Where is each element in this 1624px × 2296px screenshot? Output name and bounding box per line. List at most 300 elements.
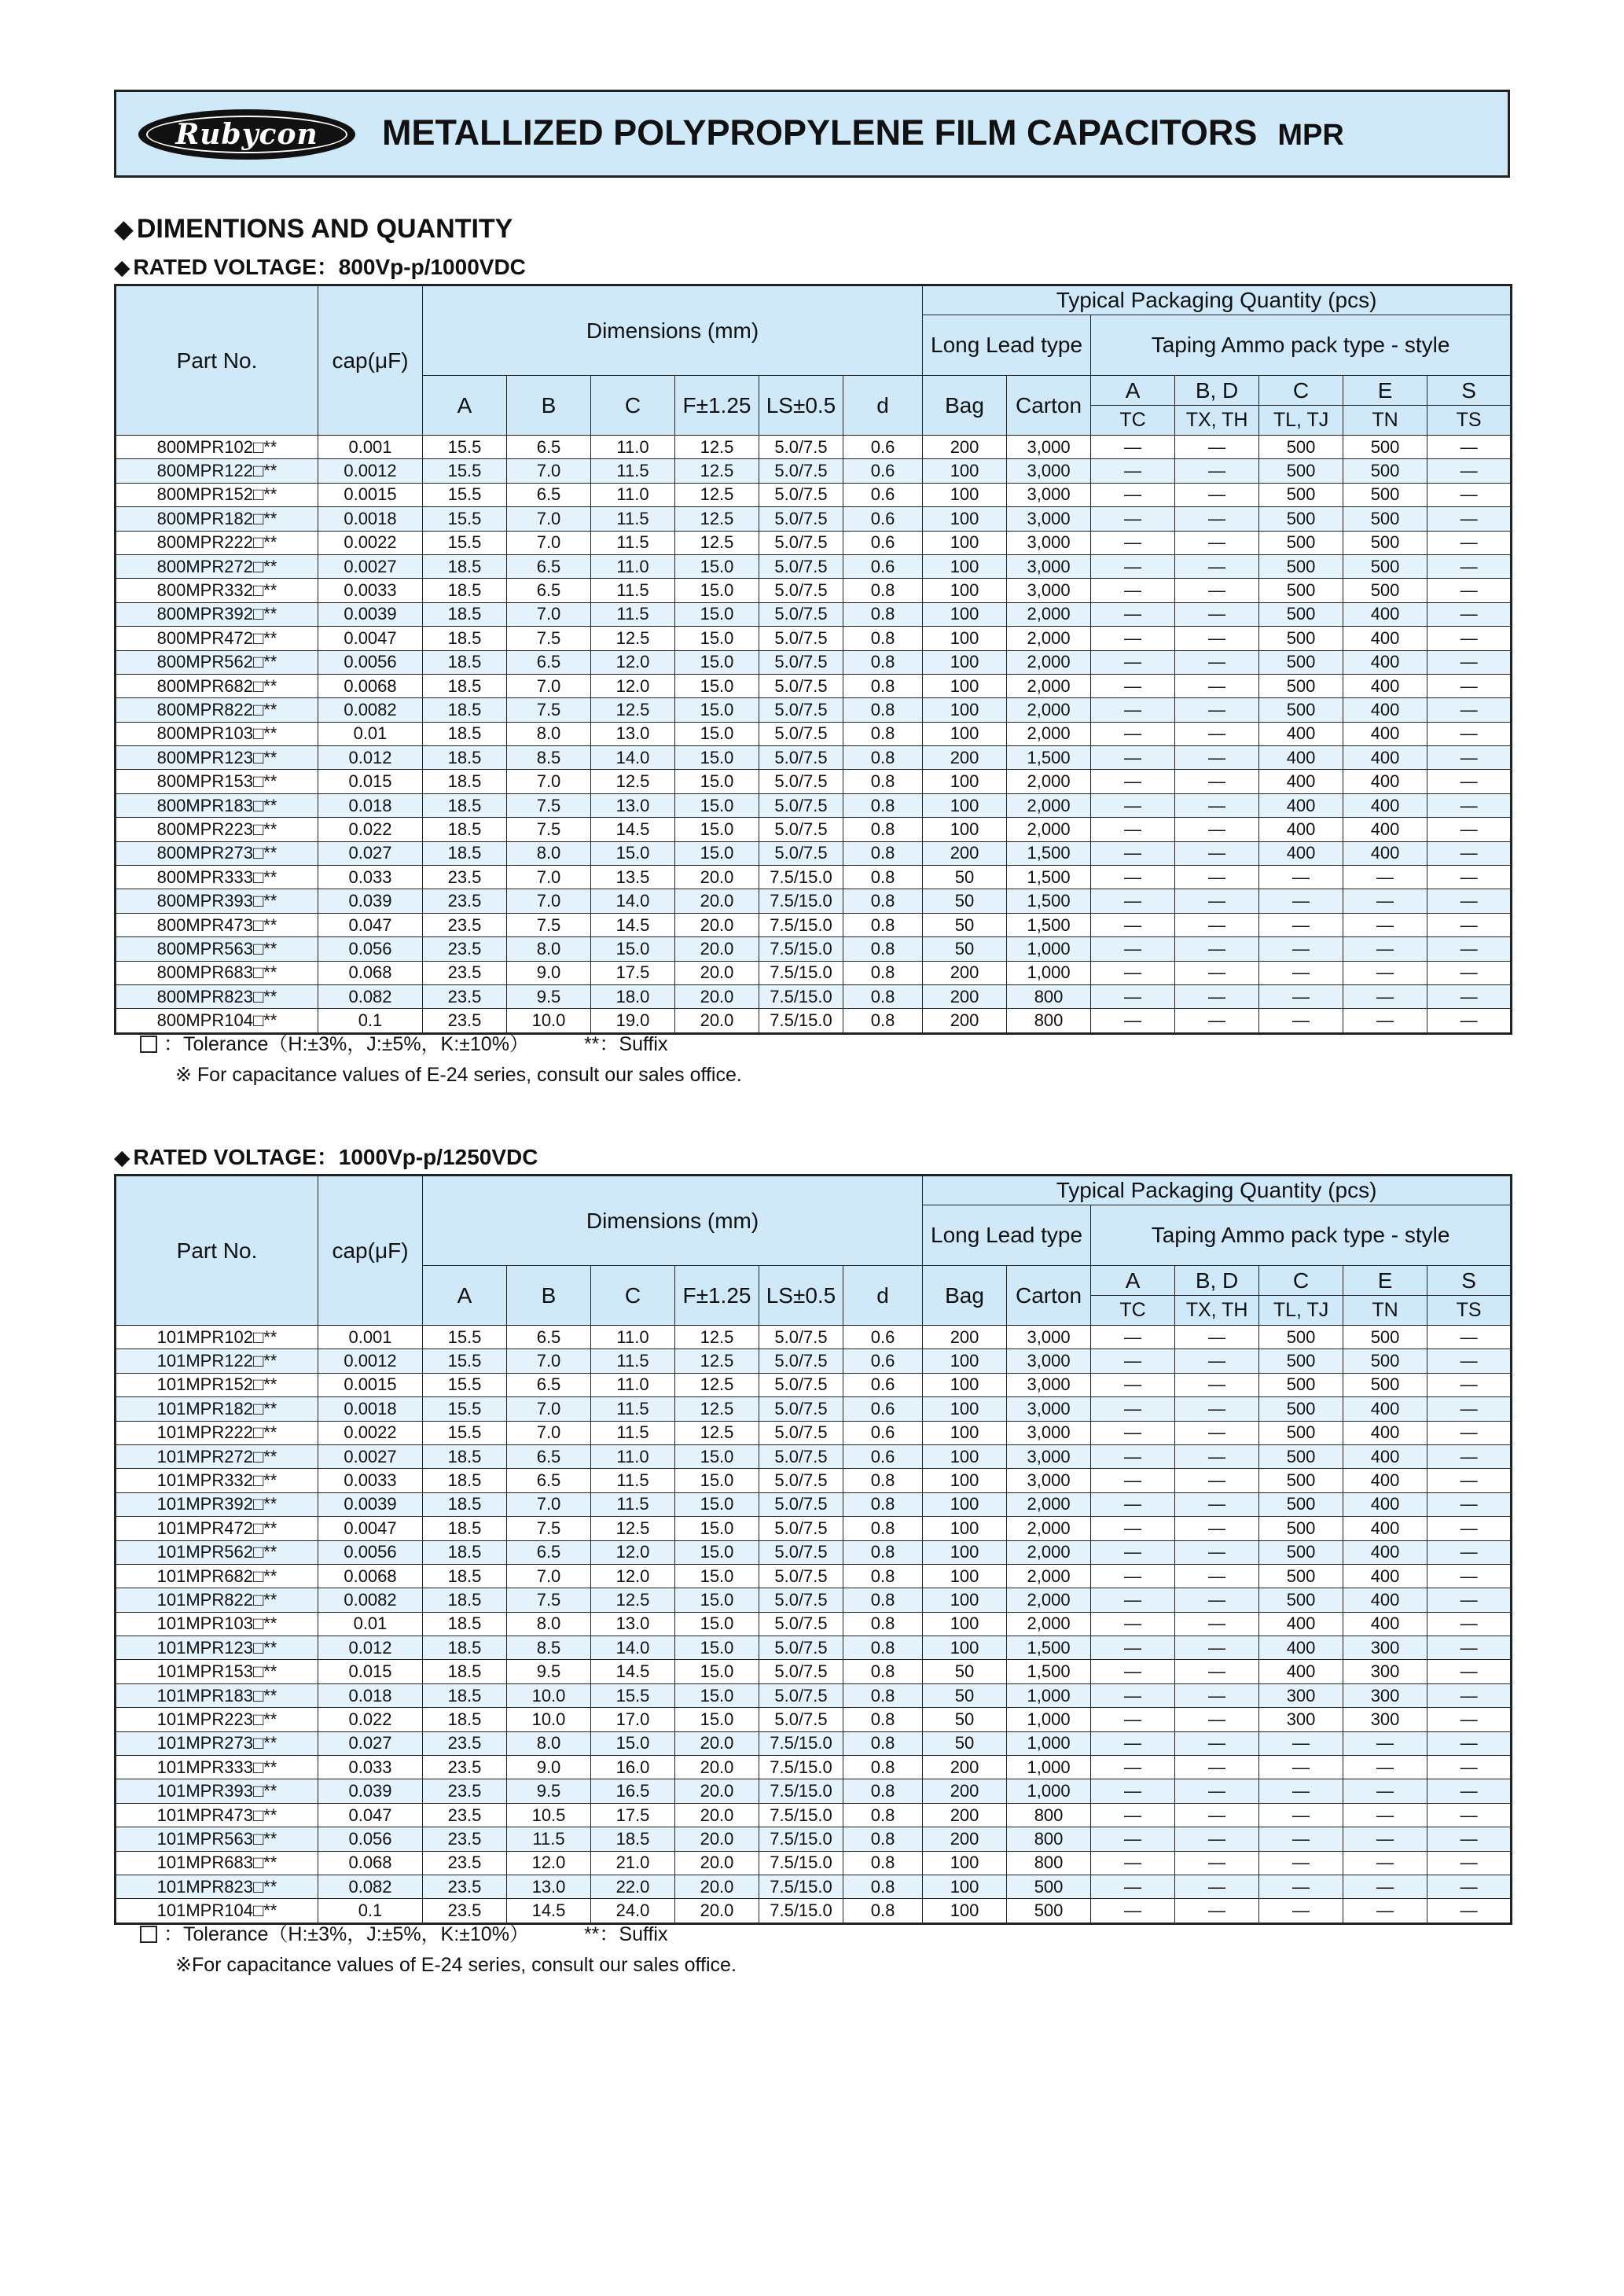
table-cell: 3,000 bbox=[1007, 1469, 1091, 1492]
table-cell: 400 bbox=[1343, 1564, 1427, 1588]
table-cell: 0.015 bbox=[318, 770, 423, 793]
table-row bbox=[116, 1564, 1512, 1588]
table-cell: — bbox=[1091, 1373, 1175, 1396]
table-cell: 0.8 bbox=[843, 722, 923, 745]
table-cell: — bbox=[1091, 459, 1175, 483]
table-cell: 6.5 bbox=[507, 650, 591, 674]
table-cell: 400 bbox=[1343, 770, 1427, 793]
table-cell: 5.0/7.5 bbox=[759, 554, 843, 578]
table-cell: 11.0 bbox=[591, 483, 675, 506]
table-cell: — bbox=[1091, 722, 1175, 745]
table-cell: 9.5 bbox=[507, 984, 591, 1008]
table-cell: 1,500 bbox=[1007, 913, 1091, 936]
table-cell: 400 bbox=[1259, 770, 1343, 793]
series-code: MPR bbox=[1277, 119, 1344, 152]
col-header-long-lead: Long Lead type bbox=[923, 315, 1091, 376]
table-row bbox=[116, 1326, 1512, 1349]
col-header-style-s: S bbox=[1427, 376, 1512, 406]
table-cell: 101MPR392□** bbox=[116, 1492, 318, 1516]
col-header-style-tltj: TL, TJ bbox=[1259, 1296, 1343, 1326]
table-cell: 5.0/7.5 bbox=[759, 841, 843, 865]
table-cell: 0.8 bbox=[843, 1469, 923, 1492]
table-cell: 1,500 bbox=[1007, 746, 1091, 770]
table-row bbox=[116, 1517, 1512, 1540]
table-cell: 0.8 bbox=[843, 1636, 923, 1660]
table-cell: — bbox=[1427, 1564, 1512, 1588]
table-cell: 11.5 bbox=[591, 1397, 675, 1421]
col-header-style-s: S bbox=[1427, 1266, 1512, 1296]
table-cell: 300 bbox=[1343, 1708, 1427, 1731]
table-cell: 23.5 bbox=[423, 1803, 507, 1827]
table-cell: — bbox=[1259, 1803, 1343, 1827]
table-cell: — bbox=[1175, 793, 1259, 817]
table-cell: — bbox=[1091, 984, 1175, 1008]
table-cell: 5.0/7.5 bbox=[759, 1492, 843, 1516]
table-cell: 100 bbox=[923, 1851, 1007, 1875]
table-cell: 7.5/15.0 bbox=[759, 1803, 843, 1827]
table-cell: 12.5 bbox=[675, 436, 759, 459]
table-cell: 400 bbox=[1259, 841, 1343, 865]
table-cell: 7.5 bbox=[507, 913, 591, 936]
table-cell: — bbox=[1175, 1326, 1259, 1349]
table-cell: — bbox=[1175, 579, 1259, 602]
table-cell: — bbox=[1091, 937, 1175, 961]
table-cell: 0.6 bbox=[843, 459, 923, 483]
table-cell: — bbox=[1091, 746, 1175, 770]
table-cell: 7.5/15.0 bbox=[759, 889, 843, 913]
table-cell: 23.5 bbox=[423, 1827, 507, 1851]
table-cell: — bbox=[1175, 1827, 1259, 1851]
table-cell: 500 bbox=[1259, 531, 1343, 554]
table-cell: 7.5 bbox=[507, 793, 591, 817]
table-cell: 18.5 bbox=[423, 627, 507, 650]
table-cell: — bbox=[1427, 1875, 1512, 1898]
table-cell: 0.0047 bbox=[318, 1517, 423, 1540]
table-cell: 7.5 bbox=[507, 1588, 591, 1612]
table-row bbox=[116, 650, 1512, 674]
table-cell: — bbox=[1343, 913, 1427, 936]
table-cell: 101MPR183□** bbox=[116, 1683, 318, 1707]
table-cell: 0.0068 bbox=[318, 674, 423, 697]
table-cell: 1,500 bbox=[1007, 889, 1091, 913]
table-cell: 200 bbox=[923, 1827, 1007, 1851]
table-cell: 2,000 bbox=[1007, 698, 1091, 722]
table-cell: 100 bbox=[923, 1421, 1007, 1444]
table-cell: 15.0 bbox=[675, 1612, 759, 1636]
table-cell: 500 bbox=[1343, 1326, 1427, 1349]
table-cell: 50 bbox=[923, 866, 1007, 889]
table-row bbox=[116, 1612, 1512, 1636]
col-header-style-ts: TS bbox=[1427, 1296, 1512, 1326]
col-header-style-e: E bbox=[1343, 376, 1427, 406]
table-cell: 101MPR682□** bbox=[116, 1564, 318, 1588]
table-cell: 3,000 bbox=[1007, 1373, 1091, 1396]
col-header-taping: Taping Ammo pack type - style bbox=[1091, 1205, 1512, 1266]
table-cell: 12.5 bbox=[675, 483, 759, 506]
col-header-style-c: C bbox=[1259, 376, 1343, 406]
table-cell: 5.0/7.5 bbox=[759, 674, 843, 697]
table-cell: — bbox=[1175, 1851, 1259, 1875]
table-cell: 16.5 bbox=[591, 1779, 675, 1803]
col-header-style-tltj: TL, TJ bbox=[1259, 406, 1343, 436]
table-cell: 500 bbox=[1343, 507, 1427, 531]
table-cell: 15.5 bbox=[423, 507, 507, 531]
table-cell: — bbox=[1091, 579, 1175, 602]
table-row bbox=[116, 1349, 1512, 1373]
table-cell: 2,000 bbox=[1007, 627, 1091, 650]
table-cell: 15.5 bbox=[423, 1421, 507, 1444]
table-cell: — bbox=[1175, 961, 1259, 984]
col-header-style-a: A bbox=[1091, 1266, 1175, 1296]
col-header-style-tn: TN bbox=[1343, 406, 1427, 436]
table-cell: 18.5 bbox=[423, 1708, 507, 1731]
table-row bbox=[116, 554, 1512, 578]
table-cell: — bbox=[1091, 1899, 1175, 1923]
table-cell: 15.0 bbox=[675, 1683, 759, 1707]
table-row bbox=[116, 1397, 1512, 1421]
table-cell: 800MPR123□** bbox=[116, 746, 318, 770]
table-cell: 0.015 bbox=[318, 1660, 423, 1683]
table-cell: 15.0 bbox=[675, 554, 759, 578]
table-cell: 6.5 bbox=[507, 1469, 591, 1492]
table-cell: — bbox=[1259, 984, 1343, 1008]
table-cell: 50 bbox=[923, 913, 1007, 936]
table-cell: — bbox=[1175, 650, 1259, 674]
table-cell: 6.5 bbox=[507, 436, 591, 459]
table-cell: 14.5 bbox=[591, 818, 675, 841]
table-cell: 0.8 bbox=[843, 1009, 923, 1033]
table-cell: 17.5 bbox=[591, 961, 675, 984]
table-cell: 0.8 bbox=[843, 1708, 923, 1731]
table-cell: 50 bbox=[923, 1660, 1007, 1683]
table-cell: — bbox=[1175, 1349, 1259, 1373]
table-cell: — bbox=[1091, 1517, 1175, 1540]
table-cell: 23.5 bbox=[423, 961, 507, 984]
table-cell: 1,000 bbox=[1007, 1683, 1091, 1707]
page-title bbox=[382, 112, 1344, 153]
table-cell: 400 bbox=[1343, 841, 1427, 865]
table-cell: — bbox=[1427, 483, 1512, 506]
table-cell: 5.0/7.5 bbox=[759, 1469, 843, 1492]
title-text: METALLIZED POLYPROPYLENE FILM CAPACITORS bbox=[382, 112, 1258, 153]
table-cell: 500 bbox=[1259, 1373, 1343, 1396]
table-cell: 5.0/7.5 bbox=[759, 1588, 843, 1612]
table-cell: — bbox=[1175, 554, 1259, 578]
table-cell: 1,500 bbox=[1007, 1660, 1091, 1683]
table-cell: 101MPR104□** bbox=[116, 1899, 318, 1923]
table-row bbox=[116, 1708, 1512, 1731]
table-cell: — bbox=[1175, 1636, 1259, 1660]
col-header-c: C bbox=[591, 376, 675, 436]
col-header-part-no: Part No. bbox=[116, 1176, 318, 1326]
table-cell: 100 bbox=[923, 650, 1007, 674]
table-cell: 800MPR182□** bbox=[116, 507, 318, 531]
table-cell: 500 bbox=[1259, 1588, 1343, 1612]
table-cell: — bbox=[1427, 1731, 1512, 1755]
table-cell: 12.5 bbox=[591, 627, 675, 650]
table-cell: 400 bbox=[1259, 818, 1343, 841]
table-cell: — bbox=[1427, 1009, 1512, 1033]
table-row bbox=[116, 1444, 1512, 1468]
table-cell: 500 bbox=[1259, 674, 1343, 697]
table-cell: — bbox=[1175, 841, 1259, 865]
table-cell: 200 bbox=[923, 841, 1007, 865]
table-cell: 23.5 bbox=[423, 1779, 507, 1803]
table-cell: 100 bbox=[923, 1564, 1007, 1588]
table-cell: 12.5 bbox=[675, 507, 759, 531]
table-cell: 500 bbox=[1259, 507, 1343, 531]
table-cell: 15.0 bbox=[675, 698, 759, 722]
table-cell: — bbox=[1427, 1636, 1512, 1660]
table-cell: — bbox=[1259, 1875, 1343, 1898]
table-cell: 800MPR823□** bbox=[116, 984, 318, 1008]
table-cell: — bbox=[1427, 1373, 1512, 1396]
table-cell: 5.0/7.5 bbox=[759, 483, 843, 506]
diamond-icon: ◆ bbox=[114, 215, 134, 243]
table-cell: 100 bbox=[923, 1444, 1007, 1468]
table-cell: 7.0 bbox=[507, 1421, 591, 1444]
table-cell: — bbox=[1343, 1899, 1427, 1923]
table-cell: 2,000 bbox=[1007, 818, 1091, 841]
table-cell: 1,000 bbox=[1007, 961, 1091, 984]
table-cell: — bbox=[1175, 436, 1259, 459]
table-cell: 800 bbox=[1007, 1851, 1091, 1875]
table-cell: — bbox=[1091, 1779, 1175, 1803]
table-cell: 8.0 bbox=[507, 937, 591, 961]
table-cell: 0.027 bbox=[318, 841, 423, 865]
table-cell: — bbox=[1427, 889, 1512, 913]
table-cell: — bbox=[1175, 889, 1259, 913]
table-cell: 23.5 bbox=[423, 913, 507, 936]
table-cell: 0.8 bbox=[843, 1564, 923, 1588]
table-cell: 15.5 bbox=[423, 483, 507, 506]
table-cell: 6.5 bbox=[507, 1373, 591, 1396]
table-cell: 6.5 bbox=[507, 483, 591, 506]
table-cell: — bbox=[1427, 984, 1512, 1008]
table-cell: — bbox=[1427, 674, 1512, 697]
table-cell: 100 bbox=[923, 1397, 1007, 1421]
table-cell: 100 bbox=[923, 1540, 1007, 1564]
table-cell: 2,000 bbox=[1007, 650, 1091, 674]
table-cell: 8.0 bbox=[507, 1612, 591, 1636]
table-cell: — bbox=[1259, 961, 1343, 984]
table-cell: 101MPR333□** bbox=[116, 1756, 318, 1779]
table-cell: — bbox=[1091, 841, 1175, 865]
table-cell: — bbox=[1091, 1875, 1175, 1898]
table-cell: 0.8 bbox=[843, 1827, 923, 1851]
table-cell: 101MPR823□** bbox=[116, 1875, 318, 1898]
table-cell: 101MPR393□** bbox=[116, 1779, 318, 1803]
table-cell: — bbox=[1091, 483, 1175, 506]
table-cell: 12.5 bbox=[591, 770, 675, 793]
table-cell: 100 bbox=[923, 554, 1007, 578]
table-cell: — bbox=[1091, 1803, 1175, 1827]
table-cell: — bbox=[1343, 937, 1427, 961]
table-cell: 100 bbox=[923, 627, 1007, 650]
table-cell: 100 bbox=[923, 579, 1007, 602]
table-cell: 101MPR683□** bbox=[116, 1851, 318, 1875]
table-cell: 0.0056 bbox=[318, 1540, 423, 1564]
table-cell: — bbox=[1259, 913, 1343, 936]
table-cell: 18.5 bbox=[423, 698, 507, 722]
table-cell: 0.01 bbox=[318, 722, 423, 745]
table-cell: 6.5 bbox=[507, 1540, 591, 1564]
table-cell: 101MPR272□** bbox=[116, 1444, 318, 1468]
col-header-carton: Carton bbox=[1007, 1266, 1091, 1326]
table-cell: 2,000 bbox=[1007, 1492, 1091, 1516]
table-cell: — bbox=[1259, 889, 1343, 913]
table-row bbox=[116, 841, 1512, 865]
table-cell: — bbox=[1175, 866, 1259, 889]
col-header-style-tn: TN bbox=[1343, 1296, 1427, 1326]
table-cell: 800 bbox=[1007, 1827, 1091, 1851]
table-cell: 500 bbox=[1259, 1444, 1343, 1468]
table-cell: 23.5 bbox=[423, 1899, 507, 1923]
table-cell: 6.5 bbox=[507, 1326, 591, 1349]
table-cell: — bbox=[1175, 1612, 1259, 1636]
table-cell: 400 bbox=[1343, 650, 1427, 674]
table-cell: 18.5 bbox=[423, 1444, 507, 1468]
table-cell: 0.0039 bbox=[318, 1492, 423, 1516]
table-cell: — bbox=[1343, 1756, 1427, 1779]
table-cell: 100 bbox=[923, 1373, 1007, 1396]
table-cell: — bbox=[1175, 1683, 1259, 1707]
table-cell: 0.8 bbox=[843, 1779, 923, 1803]
table-cell: — bbox=[1427, 1540, 1512, 1564]
table-cell: — bbox=[1091, 1326, 1175, 1349]
table-cell: 0.027 bbox=[318, 1731, 423, 1755]
table-cell: 400 bbox=[1343, 602, 1427, 626]
table-row bbox=[116, 913, 1512, 936]
table-cell: 14.5 bbox=[591, 1660, 675, 1683]
table-cell: — bbox=[1427, 436, 1512, 459]
table-cell: — bbox=[1427, 866, 1512, 889]
table-cell: 0.8 bbox=[843, 650, 923, 674]
table-row bbox=[116, 507, 1512, 531]
table-cell: — bbox=[1427, 1779, 1512, 1803]
table-cell: — bbox=[1343, 1803, 1427, 1827]
table-cell: 800MPR102□** bbox=[116, 436, 318, 459]
table-cell: 7.5/15.0 bbox=[759, 1851, 843, 1875]
table-cell: 3,000 bbox=[1007, 1326, 1091, 1349]
table-cell: 5.0/7.5 bbox=[759, 650, 843, 674]
table-cell: — bbox=[1427, 1588, 1512, 1612]
table-cell: — bbox=[1427, 818, 1512, 841]
table-cell: 15.0 bbox=[675, 1588, 759, 1612]
table-cell: 5.0/7.5 bbox=[759, 436, 843, 459]
table-cell: 18.5 bbox=[423, 793, 507, 817]
table-cell: 0.6 bbox=[843, 554, 923, 578]
table-cell: 5.0/7.5 bbox=[759, 1444, 843, 1468]
table-cell: 5.0/7.5 bbox=[759, 579, 843, 602]
table-cell: 800MPR332□** bbox=[116, 579, 318, 602]
table-cell: 7.5/15.0 bbox=[759, 984, 843, 1008]
table-cell: 0.8 bbox=[843, 1756, 923, 1779]
table-cell: 18.5 bbox=[423, 602, 507, 626]
table-row bbox=[116, 1779, 1512, 1803]
table-cell: 100 bbox=[923, 483, 1007, 506]
table-cell: — bbox=[1091, 913, 1175, 936]
table-row bbox=[116, 770, 1512, 793]
table-cell: 500 bbox=[1259, 579, 1343, 602]
table-cell: 18.5 bbox=[423, 1469, 507, 1492]
table-cell: 15.0 bbox=[675, 770, 759, 793]
table-cell: — bbox=[1259, 1899, 1343, 1923]
table-cell: 17.0 bbox=[591, 1708, 675, 1731]
table-cell: — bbox=[1175, 602, 1259, 626]
table-cell: — bbox=[1091, 770, 1175, 793]
table-cell: 101MPR273□** bbox=[116, 1731, 318, 1755]
table-cell: 2,000 bbox=[1007, 1612, 1091, 1636]
table-cell: 500 bbox=[1343, 459, 1427, 483]
table-cell: 15.0 bbox=[675, 650, 759, 674]
table-cell: 0.0022 bbox=[318, 1421, 423, 1444]
table-row bbox=[116, 746, 1512, 770]
table-cell: — bbox=[1091, 531, 1175, 554]
table-cell: — bbox=[1427, 579, 1512, 602]
table-cell: 2,000 bbox=[1007, 770, 1091, 793]
table-cell: — bbox=[1175, 1517, 1259, 1540]
table-cell: 5.0/7.5 bbox=[759, 1683, 843, 1707]
table-cell: 7.0 bbox=[507, 866, 591, 889]
table-cell: 11.5 bbox=[591, 459, 675, 483]
table-cell: 24.0 bbox=[591, 1899, 675, 1923]
table-cell: 500 bbox=[1343, 579, 1427, 602]
table-cell: 101MPR102□** bbox=[116, 1326, 318, 1349]
table-cell: 400 bbox=[1259, 1660, 1343, 1683]
table-cell: 8.0 bbox=[507, 1731, 591, 1755]
table-cell: 101MPR562□** bbox=[116, 1540, 318, 1564]
table-cell: 400 bbox=[1343, 674, 1427, 697]
table-cell: 500 bbox=[1259, 627, 1343, 650]
table-cell: — bbox=[1175, 818, 1259, 841]
table-cell: — bbox=[1091, 961, 1175, 984]
table-cell: — bbox=[1091, 1469, 1175, 1492]
col-header-a: A bbox=[423, 1266, 507, 1326]
table-cell: 500 bbox=[1259, 1469, 1343, 1492]
table-cell: 400 bbox=[1343, 722, 1427, 745]
table-cell: — bbox=[1427, 1517, 1512, 1540]
table-cell: — bbox=[1091, 1612, 1175, 1636]
spec-table-800v bbox=[114, 284, 1512, 1035]
table-cell: 500 bbox=[1259, 1397, 1343, 1421]
col-header-a: A bbox=[423, 376, 507, 436]
table-cell: 23.5 bbox=[423, 866, 507, 889]
table-cell: 101MPR822□** bbox=[116, 1588, 318, 1612]
table-cell: — bbox=[1259, 937, 1343, 961]
table-cell: 20.0 bbox=[675, 889, 759, 913]
table-cell: 0.6 bbox=[843, 1421, 923, 1444]
table-cell: 12.0 bbox=[507, 1851, 591, 1875]
table-cell: 0.001 bbox=[318, 1326, 423, 1349]
table-cell: 0.8 bbox=[843, 913, 923, 936]
table-cell: 800MPR152□** bbox=[116, 483, 318, 506]
table-cell: 12.5 bbox=[675, 1326, 759, 1349]
table-cell: 500 bbox=[1259, 436, 1343, 459]
table-cell: 500 bbox=[1259, 554, 1343, 578]
table-cell: 12.5 bbox=[675, 1397, 759, 1421]
table-cell: 7.0 bbox=[507, 1564, 591, 1588]
table-cell: 500 bbox=[1259, 1517, 1343, 1540]
col-header-style-tc: TC bbox=[1091, 1296, 1175, 1326]
table-cell: 11.5 bbox=[591, 579, 675, 602]
table-cell: 3,000 bbox=[1007, 1444, 1091, 1468]
table-cell: 400 bbox=[1343, 1444, 1427, 1468]
table-cell: 12.5 bbox=[591, 1588, 675, 1612]
table-cell: — bbox=[1343, 1851, 1427, 1875]
table-cell: 20.0 bbox=[675, 1875, 759, 1898]
table-cell: — bbox=[1091, 793, 1175, 817]
